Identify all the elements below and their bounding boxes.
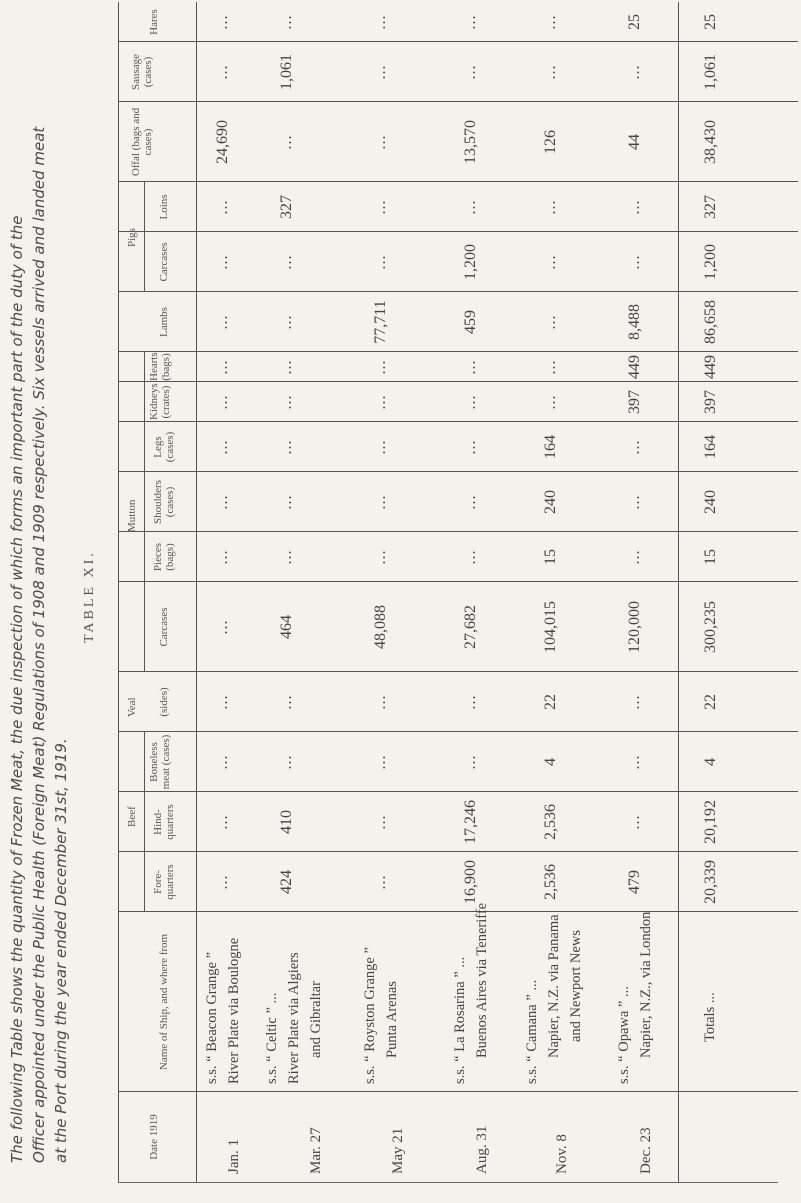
cell: 104,015 (542, 601, 559, 653)
cell: ... (372, 439, 389, 455)
cell: 1,061 (278, 54, 295, 90)
totals-label: Totals ... (702, 992, 718, 1042)
header-lambs: Lambs (158, 307, 170, 337)
cell: 424 (278, 870, 295, 894)
cell: 126 (542, 130, 559, 154)
header-veal-sides: (sides) (158, 687, 170, 717)
cell: ... (278, 359, 295, 375)
cell: 77,711 (372, 300, 389, 344)
handwritten-note-line-3: at the Port during the year ended December 31st, 1919. (52, 738, 70, 1163)
cell: ... (214, 199, 231, 215)
row-ship-route: Buenos Aires via Teneriffe (474, 902, 490, 1058)
cell: ... (626, 439, 643, 455)
cell: 13,570 (462, 120, 479, 164)
cell: ... (372, 394, 389, 410)
cell: ... (542, 14, 559, 30)
cell: ... (278, 14, 295, 30)
cell: 17,246 (462, 800, 479, 844)
cell: ... (372, 494, 389, 510)
cell: ... (214, 619, 231, 635)
cell: ... (542, 254, 559, 270)
cell: ... (462, 694, 479, 710)
cell: ... (462, 494, 479, 510)
total-cell: 300,235 (702, 601, 719, 653)
cell: ... (626, 199, 643, 215)
cell: ... (214, 874, 231, 890)
cell: 25 (626, 14, 643, 30)
total-cell: 449 (702, 355, 719, 379)
cell: 479 (626, 870, 643, 894)
cell: 120,000 (626, 601, 643, 653)
row-ship-route: River Plate via Algiers (286, 952, 302, 1084)
total-cell: 22 (702, 694, 719, 710)
total-cell: 25 (702, 14, 719, 30)
cell: ... (278, 394, 295, 410)
rule-v (118, 1091, 798, 1092)
cell: ... (462, 14, 479, 30)
header-fore-quarters: Fore-quarters (152, 864, 176, 900)
cell: ... (626, 754, 643, 770)
row-date: Aug. 31 (474, 1125, 490, 1174)
cell: ... (462, 64, 479, 80)
cell: ... (372, 359, 389, 375)
total-cell: 86,658 (702, 300, 719, 344)
cell: ... (278, 694, 295, 710)
cell: ... (372, 874, 389, 890)
cell: ... (278, 549, 295, 565)
row-ship-name: s.s. “ Royston Grange ” (362, 947, 378, 1084)
row-ship-name: s.s. “ Opawa ” ... (616, 986, 632, 1084)
row-ship-name: s.s. “ La Rosarina ” ... (452, 956, 468, 1084)
header-pig-carcases: Carcases (158, 242, 170, 282)
header-pieces: Pieces (bags) (152, 542, 176, 572)
cell: ... (626, 549, 643, 565)
cell: 240 (542, 490, 559, 514)
cell: 164 (542, 435, 559, 459)
cell: ... (278, 494, 295, 510)
cell: ... (542, 359, 559, 375)
cell: ... (278, 314, 295, 330)
cell: ... (278, 439, 295, 455)
row-date: Dec. 23 (638, 1127, 654, 1174)
rule-mutton-group (144, 352, 145, 672)
cell: ... (462, 199, 479, 215)
cell: ... (214, 314, 231, 330)
rule-beef-group (144, 732, 145, 912)
cell: ... (214, 254, 231, 270)
total-cell: 15 (702, 549, 719, 565)
group-veal: Veal (126, 697, 138, 717)
cell: ... (214, 439, 231, 455)
total-cell: 1,061 (702, 54, 719, 90)
cell: ... (214, 494, 231, 510)
total-cell: 164 (702, 435, 719, 459)
row-ship-route-cont: and Newport News (568, 930, 584, 1042)
row-ship-route: Punta Arenas (384, 981, 400, 1058)
cell: ... (214, 394, 231, 410)
header-hares: Hares (148, 9, 160, 35)
cell: ... (626, 494, 643, 510)
cell: ... (462, 359, 479, 375)
cell: 8,488 (626, 304, 643, 340)
row-date: May 21 (390, 1127, 406, 1174)
cell: ... (214, 359, 231, 375)
total-cell: 397 (702, 390, 719, 414)
cell: ... (372, 754, 389, 770)
cell: ... (214, 549, 231, 565)
header-hearts: Hearts (bags) (148, 352, 172, 381)
cell: ... (278, 134, 295, 150)
group-mutton: Mutton (126, 499, 138, 532)
cell: ... (214, 814, 231, 830)
cell: 459 (462, 310, 479, 334)
cell: 48,088 (372, 605, 389, 649)
cell: ... (278, 754, 295, 770)
cell: 4 (542, 758, 559, 766)
header-loins: Loins (158, 194, 170, 220)
row-ship-route: River Plate via Boulogne (226, 937, 242, 1084)
cell: 1,200 (462, 244, 479, 280)
cell: ... (626, 64, 643, 80)
cell: ... (462, 754, 479, 770)
header-date: Date 1919 (148, 1114, 160, 1160)
header-offal: Offal (bags and cases) (130, 107, 154, 177)
row-ship-name: s.s. “ Celtic ” ... (264, 992, 280, 1084)
cell: ... (462, 549, 479, 565)
cell: 27,682 (462, 605, 479, 649)
header-boneless-meat: Boneless meat (cases) (148, 734, 172, 790)
row-ship-route: Napier, N.Z., via London (638, 911, 654, 1058)
cell: ... (372, 199, 389, 215)
cell: 24,690 (214, 120, 231, 164)
handwritten-note-line-2: Officer appointed under the Public Health (Foreign Meat) Regulations of 1908 and 1909 respectively. Six vessels arrived and landed meat (30, 126, 48, 1163)
header-sausage: Sausage (cases) (130, 53, 154, 91)
header-kidneys: Kidneys (crates) (148, 383, 172, 420)
cell: ... (372, 549, 389, 565)
cell: ... (542, 394, 559, 410)
cell: 397 (626, 390, 643, 414)
group-pigs: Pigs (126, 228, 138, 247)
row-date: Mar. 27 (308, 1127, 324, 1174)
cell: 449 (626, 355, 643, 379)
header-shoulders: Shoulders (cases) (152, 480, 176, 524)
cell: 44 (626, 134, 643, 150)
row-ship-route: Napier, N.Z. via Panama (546, 914, 562, 1058)
row-ship-route-cont: and Gibraltar (308, 981, 324, 1058)
cell: ... (372, 694, 389, 710)
cell: ... (214, 694, 231, 710)
header-ship: Name of Ship, and where from (158, 933, 170, 1071)
cell: ... (214, 14, 231, 30)
cell: ... (372, 254, 389, 270)
cell: ... (278, 254, 295, 270)
rule-totals-top (678, 2, 679, 1182)
row-ship-name: s.s. “ Beacon Grange ” (204, 951, 220, 1084)
rule-header-bottom (196, 2, 197, 1182)
cell: 16,900 (462, 860, 479, 904)
cell: ... (626, 254, 643, 270)
row-ship-name: s.s. “ Camana ” ... (524, 979, 540, 1084)
cell: ... (626, 814, 643, 830)
cell: ... (372, 64, 389, 80)
cell: 22 (542, 694, 559, 710)
cell: 327 (278, 195, 295, 219)
group-beef: Beef (126, 806, 138, 827)
total-cell: 38,430 (702, 120, 719, 164)
cell: 2,536 (542, 804, 559, 840)
row-date: Nov. 8 (554, 1134, 570, 1174)
cell: ... (214, 754, 231, 770)
cell: ... (542, 64, 559, 80)
cell: ... (372, 814, 389, 830)
header-legs: Legs (cases) (152, 431, 176, 463)
total-cell: 4 (702, 758, 719, 766)
rule-top (118, 2, 119, 1182)
row-date: Jan. 1 (226, 1139, 242, 1174)
header-carcases: Carcases (158, 607, 170, 647)
total-cell: 327 (702, 195, 719, 219)
rule-pigs-group (144, 182, 145, 292)
meat-table (118, 2, 778, 1183)
cell: ... (462, 394, 479, 410)
header-hind-quarters: Hind-quarters (152, 804, 176, 840)
total-cell: 20,192 (702, 800, 719, 844)
cell: ... (542, 314, 559, 330)
total-cell: 20,339 (702, 860, 719, 904)
total-cell: 1,200 (702, 244, 719, 280)
cell: ... (626, 694, 643, 710)
cell: 464 (278, 615, 295, 639)
cell: ... (372, 134, 389, 150)
cell: ... (372, 14, 389, 30)
cell: ... (542, 199, 559, 215)
table-title: TABLE XI. (82, 550, 97, 643)
cell: 410 (278, 810, 295, 834)
handwritten-note-line-1: The following Table shows the quantity of Frozen Meat, the due inspection of which forms an important part of the duty of the (8, 215, 26, 1163)
cell: 15 (542, 549, 559, 565)
cell: 2,536 (542, 864, 559, 900)
cell: ... (462, 439, 479, 455)
total-cell: 240 (702, 490, 719, 514)
cell: ... (214, 64, 231, 80)
